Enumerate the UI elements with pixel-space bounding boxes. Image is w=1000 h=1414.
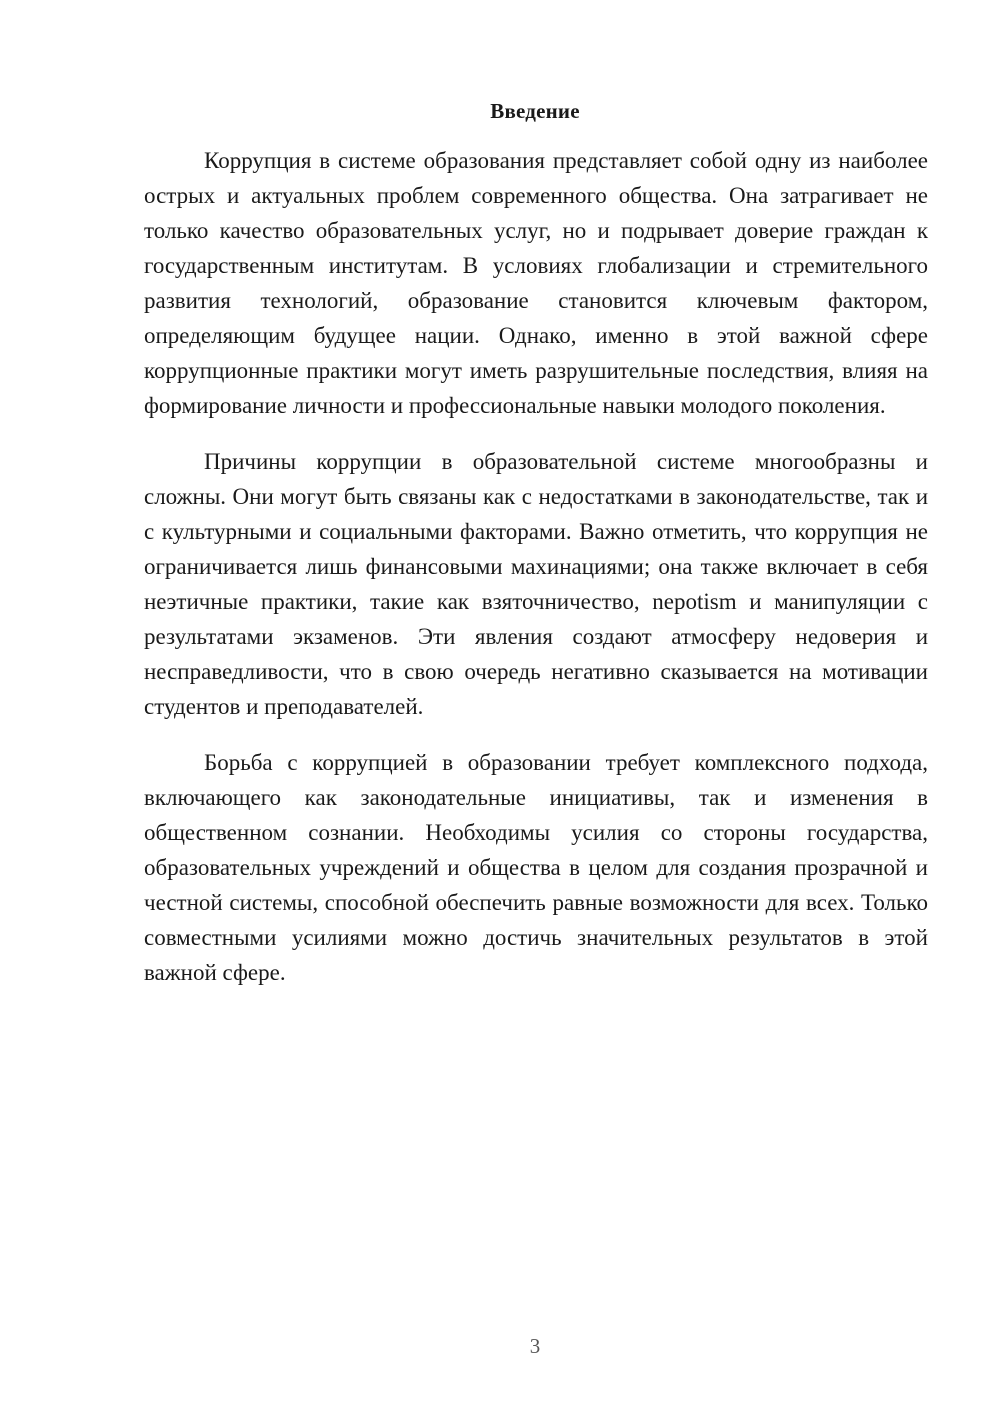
section-title: Введение (490, 99, 580, 123)
paragraph-1: Коррупция в системе образования представляет собой одну из наиболее острых и актуальных проблем современного общества. Она затрагивает не только качество образовательных услуг, но и подрывает доверие граждан к государственным институтам. В условиях глобализации и стремительного развития технологий, образование становится ключевым фактором, определяющим будущее нации. Однако, именно в этой важной сфере коррупционные практики могут иметь разрушительные последствия, влияя на формирование личности и профессиональные навыки молодого поколения. (144, 148, 928, 418)
paragraph-3: Борьба с коррупцией в образовании требует комплексного подхода, включающего как законодательные инициативы, так и изменения в общественном сознании. Необходимы усилия со стороны государства, образовательных учреждений и общества в целом для создания прозрачной и честной системы, способной обеспечить равные возможности для всех. Только совместными усилиями можно достичь значительных результатов в этой важной сфере. (144, 750, 928, 985)
page-number: 3 (529, 1334, 541, 1358)
paragraph-2: Причины коррупции в образовательной системе многообразны и сложны. Они могут быть связаны как с недостатками в законодательстве, так и с культурными и социальными факторами. Важно отметить, что коррупция не ограничивается лишь финансовыми махинациями; она также включает в себя неэтичные практики, такие как взяточничество, nepotism и манипуляции с результатами экзаменов. Эти явления создают атмосферу недоверия и несправедливости, что в свою очередь негативно сказывается на мотивации студентов и преподавателей. (144, 449, 928, 719)
body-text (144, 143, 928, 990)
